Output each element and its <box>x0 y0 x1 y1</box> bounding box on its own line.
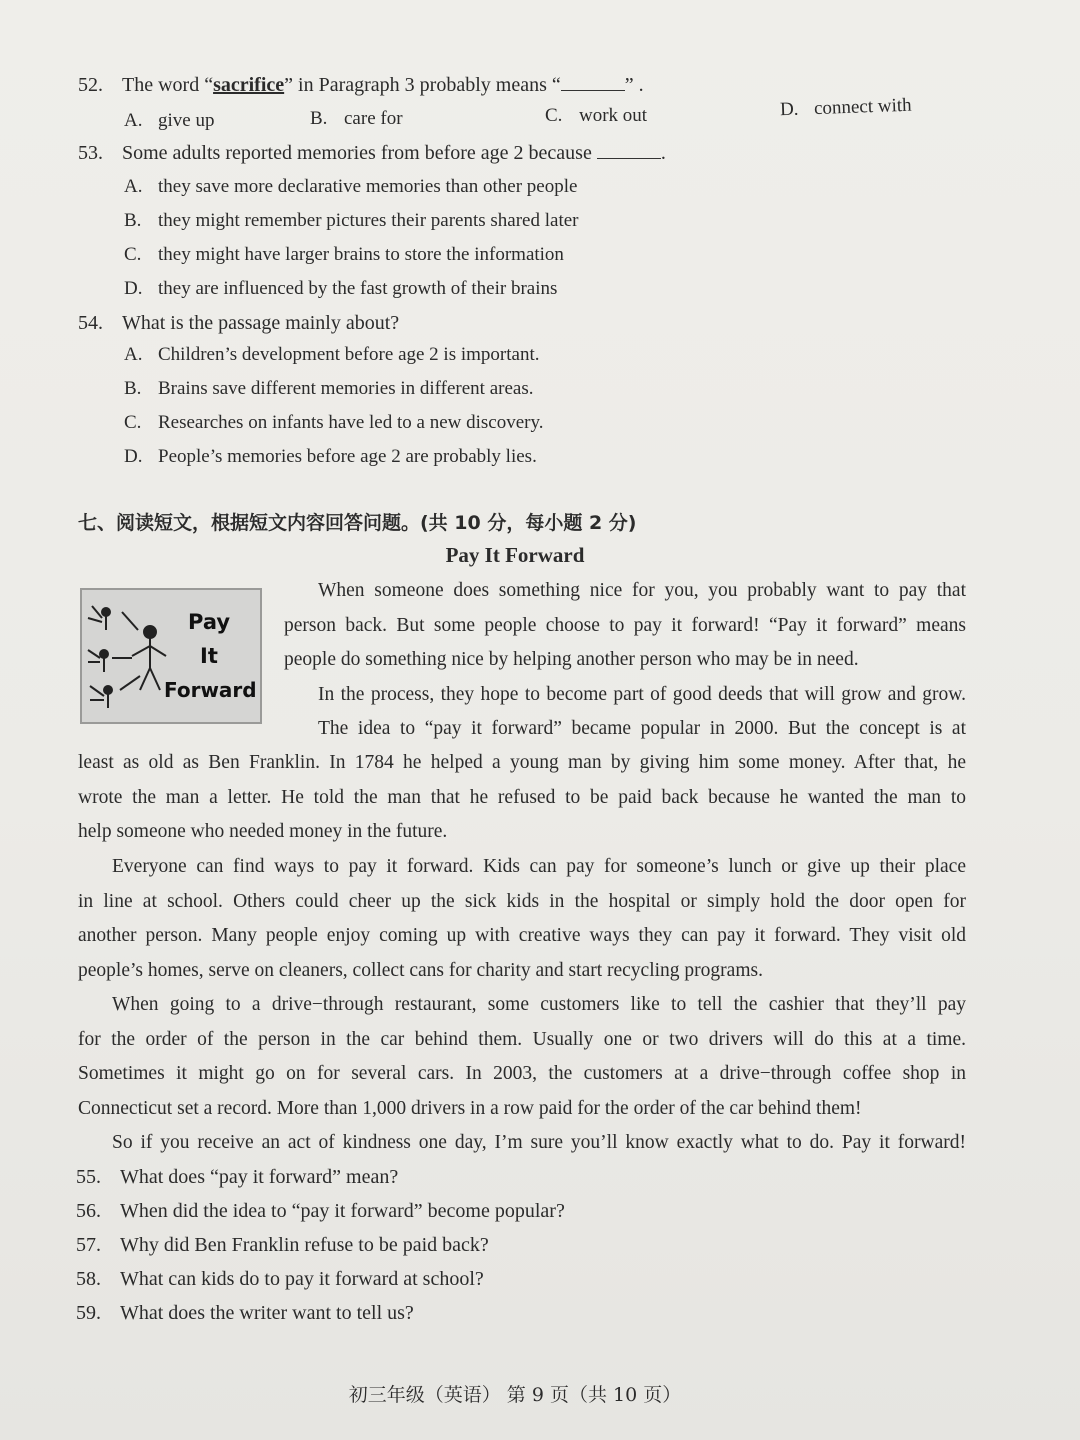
option-letter: C. <box>124 412 142 433</box>
question-58 <box>76 1266 484 1292</box>
option-54-a <box>124 342 539 368</box>
question-text: What can kids do to pay it forward at school? <box>120 1268 484 1290</box>
text-line: wrote the man a letter. He told the man that he refused to be paid back because he wanted the man to <box>78 786 966 808</box>
option-text: work out <box>579 105 648 126</box>
passage-paragraph-3 <box>78 850 966 988</box>
option-text: Brains save different memories in different areas. <box>158 378 534 399</box>
text-line: Connecticut set a record. More than 1,000 drivers in a row paid for the order of the car behind them! <box>78 1097 862 1119</box>
text-line: So if you receive an act of kindness one day, I’m sure you’ll know exactly what to do. Pay it forward! <box>112 1132 966 1153</box>
question-number: 59. <box>76 1302 101 1324</box>
text-line: for the order of the person in the car behind them. Usually one or two drivers will do this at a time. <box>78 1028 966 1050</box>
question-57 <box>76 1232 489 1258</box>
passage-paragraph-4 <box>78 988 966 1126</box>
question-text: ” . <box>624 74 644 96</box>
question-number: 55. <box>76 1166 101 1188</box>
option-54-d <box>124 444 537 470</box>
option-letter: B. <box>124 210 142 231</box>
question-text: Why did Ben Franklin refuse to be paid back? <box>120 1234 489 1256</box>
text-line: In the process, they hope to become part of good deeds that will grow and grow. <box>318 683 966 705</box>
option-letter: A. <box>124 344 143 365</box>
pay-it-forward-illustration <box>80 588 262 724</box>
text-line: help someone who needed money in the future. <box>78 821 448 842</box>
question-59 <box>76 1300 414 1326</box>
option-52-d <box>780 93 912 124</box>
option-text: they might remember pictures their parents shared later <box>158 210 579 231</box>
question-54 <box>78 310 399 336</box>
page-footer: 初三年级（英语） 第 9 页（共 10 页） <box>348 1384 682 1406</box>
question-text: ” in Paragraph 3 probably means “ <box>284 74 561 96</box>
option-53-a <box>124 174 577 200</box>
option-52-b <box>310 106 403 132</box>
keyword: sacrifice <box>213 74 285 96</box>
text-line: Sometimes it might go on for several cars. In 2003, the customers at a drive−through coffee shop in <box>78 1063 966 1084</box>
text-line: least as old as Ben Franklin. In 1784 he helped a young man by giving him some money. After that, he <box>78 752 966 773</box>
option-text: give up <box>158 110 215 131</box>
option-text: connect with <box>813 94 912 120</box>
text-line: When going to a drive−through restaurant, some customers like to tell the cashier that they’ll pay <box>112 994 966 1015</box>
option-letter: A. <box>124 110 143 131</box>
option-53-c <box>124 242 564 268</box>
option-54-b <box>124 376 533 402</box>
image-word-it: It <box>200 644 218 668</box>
option-text: People’s memories before age 2 are probably lies. <box>158 446 537 467</box>
question-text: Some adults reported memories from before age 2 because <box>122 142 592 164</box>
passage-paragraph-2 <box>78 746 966 850</box>
question-text: What is the passage mainly about? <box>122 312 400 334</box>
image-word-pay: Pay <box>188 610 231 634</box>
option-letter: B. <box>124 378 142 399</box>
people-figures-icon <box>82 590 260 722</box>
option-letter: D. <box>779 98 799 121</box>
text-line: Everyone can find ways to pay it forward. Kids can pay for someone’s lunch or give up their place <box>112 856 966 877</box>
option-letter: B. <box>310 108 328 129</box>
option-letter: A. <box>124 176 143 197</box>
option-53-b <box>124 208 578 234</box>
section-heading: 七、阅读短文，根据短文内容回答问题。(共 10 分，每小题 2 分) <box>78 512 637 534</box>
question-number: 58. <box>76 1268 101 1290</box>
text-line: person back. But some people choose to pay it forward! “Pay it forward” means <box>284 614 966 636</box>
text-line: another person. Many people enjoy coming up with creative ways they can pay it forward. They visit old <box>78 925 966 946</box>
answer-blank <box>597 140 661 159</box>
question-number: 56. <box>76 1200 101 1222</box>
option-52-c <box>545 103 647 129</box>
question-text: . <box>660 142 666 164</box>
option-letter: C. <box>545 105 563 126</box>
question-text: What does the writer want to tell us? <box>120 1302 414 1324</box>
text-line: in line at school. Others could cheer up the sick kids in the hospital or simply hold the door open for <box>78 890 966 912</box>
option-letter: C. <box>124 244 142 265</box>
option-text: they might have larger brains to store the information <box>158 244 564 265</box>
option-52-a <box>124 108 214 134</box>
option-53-d <box>124 276 557 302</box>
question-number: 54. <box>78 312 103 334</box>
question-number: 57. <box>76 1234 101 1256</box>
text-line: When someone does something nice for you, you probably want to pay that <box>318 580 966 601</box>
image-word-forward: Forward <box>164 678 257 702</box>
option-letter: D. <box>124 278 143 299</box>
option-text: they save more declarative memories than other people <box>158 176 578 197</box>
passage-paragraph-1 <box>284 574 966 712</box>
question-52 <box>78 72 644 98</box>
passage-paragraph-5 <box>78 1126 966 1161</box>
answer-blank <box>561 72 625 91</box>
option-letter: D. <box>124 446 143 467</box>
question-53 <box>78 140 666 166</box>
passage-title: Pay It Forward <box>445 543 585 567</box>
option-text: Children’s development before age 2 is important. <box>158 344 540 365</box>
text-line: people’s homes, serve on cleaners, collect cans for charity and start recycling programs. <box>78 959 763 981</box>
option-54-c <box>124 410 544 436</box>
passage-paragraph-2-first-line <box>318 712 966 747</box>
option-text: care for <box>344 108 403 129</box>
question-number: 53. <box>78 142 103 164</box>
question-text: When did the idea to “pay it forward” become popular? <box>120 1200 565 1222</box>
option-text: they are influenced by the fast growth of their brains <box>158 278 558 299</box>
text-line: The idea to “pay it forward” became popular in 2000. But the concept is at <box>318 718 966 739</box>
question-56 <box>76 1198 565 1224</box>
option-text: Researches on infants have led to a new discovery. <box>158 412 544 433</box>
question-55 <box>76 1164 398 1190</box>
text-line: people do something nice by helping another person who may be in need. <box>284 649 859 670</box>
question-text: What does “pay it forward” mean? <box>120 1166 399 1188</box>
question-text: The word “ <box>122 74 214 96</box>
question-number: 52. <box>78 74 103 96</box>
